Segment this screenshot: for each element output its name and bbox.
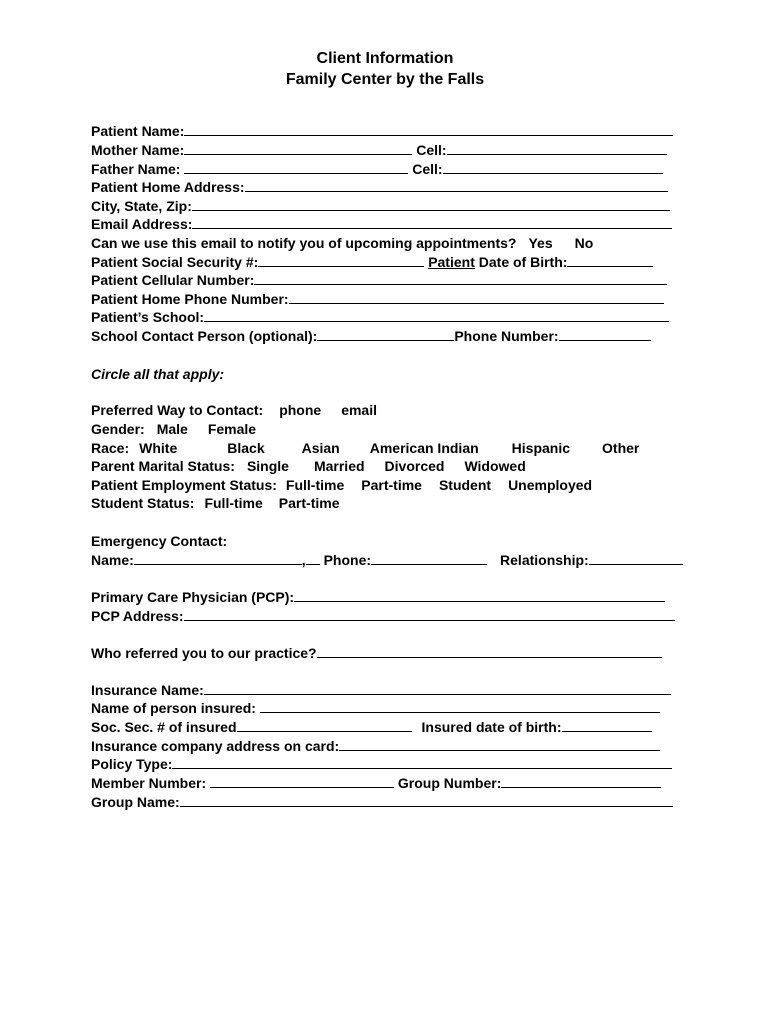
pcp-field[interactable] — [294, 588, 665, 602]
contact-option-phone[interactable]: phone — [279, 402, 322, 418]
pcp-label: Primary Care Physician (PCP): — [91, 589, 295, 605]
policy-type-label: Policy Type: — [91, 756, 173, 772]
ssn-row — [91, 253, 653, 271]
circle-heading: Circle all that apply: — [91, 366, 225, 382]
school-phone-label: Phone Number: — [454, 328, 559, 344]
emergency-phone-label: Phone: — [323, 552, 372, 568]
member-number-field[interactable] — [210, 774, 394, 788]
marital-row — [91, 457, 526, 475]
gender-row — [91, 420, 256, 438]
referral-row — [91, 644, 662, 662]
group-number-label: Group Number: — [397, 775, 502, 791]
race-row — [91, 439, 639, 457]
ssn-label: Patient Social Security #: — [91, 254, 259, 270]
insured-ssn-label: Soc. Sec. # of insured — [91, 719, 237, 735]
school-field[interactable] — [204, 308, 669, 322]
emergency-relationship-field[interactable] — [589, 551, 683, 565]
city-state-zip-row — [91, 197, 670, 215]
email-question: Can we use this email to notify you of upcoming appointments? — [91, 235, 517, 251]
home-address-label: Patient Home Address: — [91, 179, 245, 195]
insured-dob-field[interactable] — [562, 718, 652, 732]
email-row — [91, 215, 672, 233]
employment-option-part-time[interactable]: Part-time — [361, 477, 422, 493]
emergency-name-field-extra[interactable] — [306, 551, 320, 565]
person-insured-row — [91, 699, 660, 717]
home-phone-field[interactable] — [289, 290, 664, 304]
father-cell-label: Cell: — [412, 161, 443, 177]
home-phone-row — [91, 290, 664, 308]
gender-option-female[interactable]: Female — [207, 421, 257, 437]
father-name-label: Father Name: — [91, 161, 185, 177]
father-name-row — [91, 160, 663, 178]
pcp-address-label: PCP Address: — [91, 608, 184, 624]
marital-option-single[interactable]: Single — [246, 458, 289, 474]
marital-option-widowed[interactable]: Widowed — [464, 458, 526, 474]
insured-ssn-field[interactable] — [237, 718, 412, 732]
mother-cell-field[interactable] — [447, 141, 667, 155]
marital-label: Parent Marital Status: — [91, 458, 235, 474]
student-option-full-time[interactable]: Full-time — [204, 495, 263, 511]
patient-name-row — [91, 122, 673, 140]
home-address-row — [91, 178, 668, 196]
contact-row — [91, 401, 377, 419]
emergency-row — [91, 551, 683, 569]
pcp-address-row — [91, 607, 675, 625]
email-field[interactable] — [192, 215, 672, 229]
group-name-label: Group Name: — [91, 794, 180, 810]
emergency-name-label: Name: — [91, 552, 134, 568]
dob-field[interactable] — [567, 253, 653, 267]
employment-option-student[interactable]: Student — [438, 477, 492, 493]
contact-option-email[interactable]: email — [341, 402, 377, 418]
contact-label: Preferred Way to Contact: — [91, 402, 264, 418]
referral-field[interactable] — [317, 644, 662, 658]
insurance-name-label: Insurance Name: — [91, 682, 204, 698]
student-status-row — [91, 494, 339, 512]
insured-dob-label: Insured date of birth: — [421, 719, 562, 735]
student-option-part-time[interactable]: Part-time — [278, 495, 340, 511]
emergency-comma: , — [301, 552, 306, 568]
insurance-name-field[interactable] — [204, 681, 671, 695]
email-yes-option[interactable]: Yes — [528, 235, 553, 251]
race-option-other[interactable]: Other — [602, 440, 640, 456]
person-insured-label: Name of person insured: — [91, 700, 260, 716]
mother-name-field[interactable] — [184, 141, 412, 155]
employment-label: Patient Employment Status: — [91, 477, 277, 493]
home-phone-label: Patient Home Phone Number: — [91, 291, 289, 307]
company-address-row — [91, 737, 660, 755]
city-state-zip-label: City, State, Zip: — [91, 198, 192, 214]
dob-prefix: Patient — [428, 254, 475, 270]
email-permission-row — [91, 234, 593, 252]
mother-name-row — [91, 141, 667, 159]
patient-name-label: Patient Name: — [91, 123, 185, 139]
race-option-black[interactable]: Black — [227, 440, 265, 456]
employment-option-unemployed[interactable]: Unemployed — [508, 477, 593, 493]
pcp-address-field[interactable] — [184, 607, 675, 621]
emergency-heading: Emergency Contact: — [91, 533, 228, 549]
home-address-field[interactable] — [245, 178, 668, 192]
student-status-label: Student Status: — [91, 495, 195, 511]
school-label: Patient’s School: — [91, 309, 205, 325]
gender-option-male[interactable]: Male — [156, 421, 188, 437]
father-cell-field[interactable] — [443, 160, 663, 174]
mother-cell-label: Cell: — [416, 142, 447, 158]
company-address-label: Insurance company address on card: — [91, 738, 340, 754]
email-label: Email Address: — [91, 216, 193, 232]
policy-type-field[interactable] — [172, 755, 672, 769]
emergency-relationship-label: Relationship: — [500, 552, 589, 568]
insurance-name-row — [91, 681, 671, 699]
member-number-row — [91, 774, 661, 792]
emergency-name-field[interactable] — [134, 551, 302, 565]
cell-number-label: Patient Cellular Number: — [91, 272, 255, 288]
school-contact-row — [91, 327, 651, 345]
person-insured-field[interactable] — [260, 699, 660, 713]
emergency-phone-field[interactable] — [371, 551, 487, 565]
group-name-field[interactable] — [180, 793, 673, 807]
school-phone-field[interactable] — [559, 327, 651, 341]
email-no-option[interactable]: No — [574, 235, 594, 251]
form-subtitle: Family Center by the Falls — [285, 71, 485, 88]
school-row — [91, 308, 669, 326]
race-option-asian[interactable]: Asian — [301, 440, 340, 456]
dob-label: Date of Birth: — [474, 254, 568, 270]
mother-name-label: Mother Name: — [91, 142, 185, 158]
race-option-hispanic[interactable]: Hispanic — [511, 440, 571, 456]
referral-label: Who referred you to our practice? — [91, 645, 317, 661]
race-option-american-indian[interactable]: American Indian — [369, 440, 479, 456]
pcp-row — [91, 588, 665, 606]
father-name-field[interactable] — [184, 160, 408, 174]
gender-label: Gender: — [91, 421, 145, 437]
school-contact-field[interactable] — [317, 327, 454, 341]
company-address-field[interactable] — [339, 737, 660, 751]
policy-type-row — [91, 755, 672, 773]
cell-number-row — [91, 271, 667, 289]
patient-name-field[interactable] — [184, 122, 673, 136]
form-title: Client Information — [316, 50, 454, 67]
race-label: Race: — [91, 440, 130, 456]
group-name-row — [91, 793, 673, 811]
insured-ssn-row — [91, 718, 652, 736]
employment-row — [91, 476, 592, 494]
race-option-white[interactable]: White — [139, 440, 178, 456]
marital-option-divorced[interactable]: Divorced — [384, 458, 445, 474]
ssn-field[interactable] — [258, 253, 424, 267]
cell-number-field[interactable] — [254, 271, 667, 285]
group-number-field[interactable] — [501, 774, 661, 788]
marital-option-married[interactable]: Married — [313, 458, 365, 474]
employment-option-full-time[interactable]: Full-time — [285, 477, 345, 493]
city-state-zip-field[interactable] — [192, 197, 670, 211]
member-number-label: Member Number: — [91, 775, 211, 791]
school-contact-label: School Contact Person (optional): — [91, 328, 318, 344]
